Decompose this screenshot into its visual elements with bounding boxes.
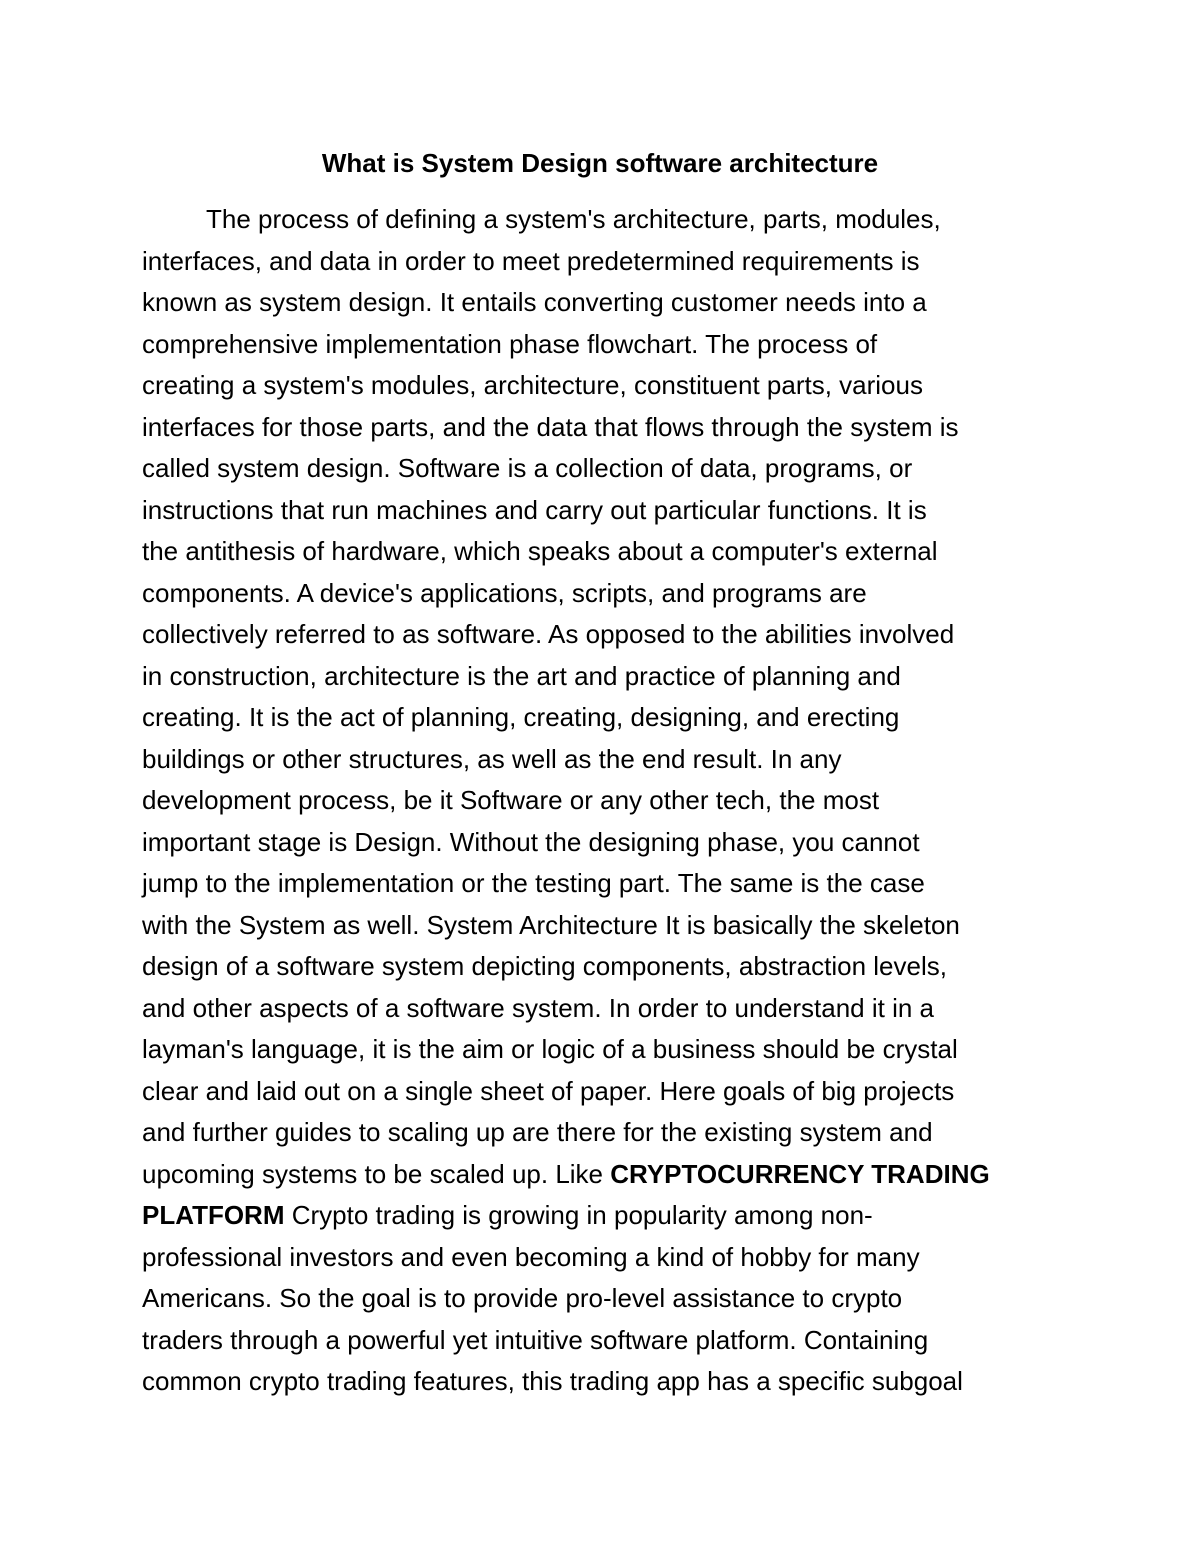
body-line-26: professional investors and even becoming a kind of hobby for many <box>142 1241 920 1272</box>
body-line-13: creating. It is the act of planning, creating, designing, and erecting <box>142 702 900 732</box>
body-line-2: interfaces, and data in order to meet predetermined requirements is <box>142 245 920 276</box>
body-line-22: clear and laid out on a single sheet of paper. Here goals of big projects <box>142 1075 955 1106</box>
body-line-14: buildings or other structures, as well as the end result. In any <box>142 743 842 774</box>
body-line-25-text: Crypto trading is growing in popularity among non- <box>284 1200 873 1230</box>
body-line-24-text: upcoming systems to be scaled up. Like <box>142 1158 611 1189</box>
body-line-12: in construction, architecture is the art and practice of planning and <box>142 660 901 691</box>
body-line-16: important stage is Design. Without the designing phase, you cannot <box>142 826 920 857</box>
bold-heading-part-2: PLATFORM <box>142 1200 285 1230</box>
body-line-29: common crypto trading features, this trading app has a specific subgoal <box>142 1366 963 1396</box>
body-line-4: comprehensive implementation phase flowchart. The process of <box>142 328 878 359</box>
body-line-15: development process, be it Software or any other tech, the most <box>142 785 880 815</box>
body-line-1: The process of defining a system's architecture, parts, modules, <box>206 204 941 234</box>
body-line-6: interfaces for those parts, and the data that flows through the system is <box>142 411 959 442</box>
body-line-20: and other aspects of a software system. In order to understand it in a <box>142 992 934 1023</box>
body-line-24 <box>142 1154 1082 1196</box>
body-line-23: and further guides to scaling up are there for the existing system and <box>142 1117 933 1147</box>
body-line-7: called system design. Software is a collection of data, programs, or <box>142 453 913 483</box>
body-line-25 <box>142 1195 1082 1237</box>
body-line-17: jump to the implementation or the testing part. The same is the case <box>142 868 925 898</box>
body-line-27: Americans. So the goal is to provide pro-level assistance to crypto <box>142 1283 903 1313</box>
bold-heading-part-1: CRYPTOCURRENCY TRADING <box>610 1158 990 1189</box>
document-title: What is System Design software architecture <box>321 148 879 178</box>
body-line-3: known as system design. It entails converting customer needs into a <box>142 287 927 317</box>
body-line-28: traders through a powerful yet intuitive software platform. Containing <box>142 1324 929 1355</box>
body-line-5: creating a system's modules, architecture, constituent parts, various <box>142 370 923 400</box>
body-line-19: design of a software system depicting components, abstraction levels, <box>142 951 947 981</box>
body-line-10: components. A device's applications, scripts, and programs are <box>142 577 867 608</box>
body-line-11: collectively referred to as software. As opposed to the abilities involved <box>142 619 955 649</box>
body-line-8: instructions that run machines and carry out particular functions. It is <box>142 494 927 525</box>
body-line-18: with the System as well. System Architecture It is basically the skeleton <box>142 909 960 940</box>
document-body <box>142 199 1082 1403</box>
body-line-9: the antithesis of hardware, which speaks about a computer's external <box>142 536 938 566</box>
body-line-21: layman's language, it is the aim or logic of a business should be crystal <box>142 1034 958 1064</box>
